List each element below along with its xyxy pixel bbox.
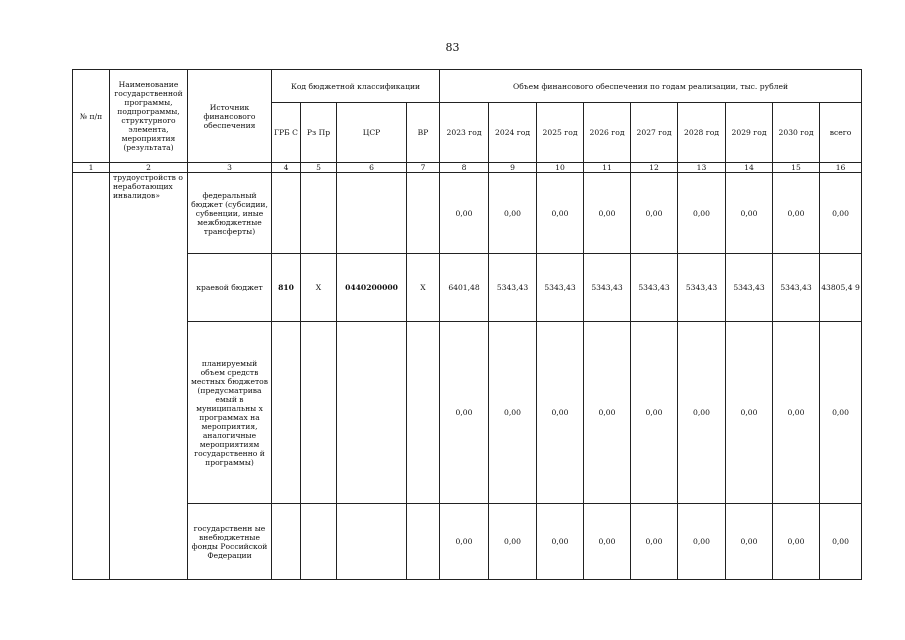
csr-cell <box>337 173 407 254</box>
source-cell: краевой бюджет <box>188 254 272 322</box>
value-cell: 0,00 <box>678 173 726 254</box>
value-cell: 0,00 <box>820 322 862 504</box>
header-year-2028: 2028 год <box>678 103 726 163</box>
col-number: 10 <box>537 163 584 173</box>
value-cell: 0,00 <box>773 173 820 254</box>
header-year-2026: 2026 год <box>584 103 631 163</box>
header-year-2024: 2024 год <box>489 103 537 163</box>
rzpr-cell <box>301 173 337 254</box>
col-number: 6 <box>337 163 407 173</box>
value-cell: 0,00 <box>631 173 678 254</box>
source-cell: планируемый объем средств местных бюджетов (предусматрива емый в муниципальны х программах на мероприятия, аналогичные мероприятиям государственно й программы) <box>188 322 272 504</box>
value-cell: 0,00 <box>820 504 862 580</box>
value-cell: 5343,43 <box>631 254 678 322</box>
value-cell: 0,00 <box>440 173 489 254</box>
value-cell: 0,00 <box>773 504 820 580</box>
col-number: 8 <box>440 163 489 173</box>
value-cell: 0,00 <box>678 322 726 504</box>
header-year-2025: 2025 год <box>537 103 584 163</box>
table-row <box>73 173 862 254</box>
col-number: 3 <box>188 163 272 173</box>
col-number: 5 <box>301 163 337 173</box>
value-cell: 0,00 <box>678 504 726 580</box>
value-cell: 0,00 <box>726 322 773 504</box>
col-number: 14 <box>726 163 773 173</box>
rzpr-cell <box>301 504 337 580</box>
value-cell: 0,00 <box>584 173 631 254</box>
value-cell: 0,00 <box>537 173 584 254</box>
value-cell: 6401,48 <box>440 254 489 322</box>
csr-cell <box>337 322 407 504</box>
source-cell: государственн ые внебюджетные фонды Российской Федерации <box>188 504 272 580</box>
vr-cell <box>407 322 440 504</box>
header-rzpr: Рз Пр <box>301 103 337 163</box>
row-num-cell <box>73 173 110 580</box>
vr-cell <box>407 504 440 580</box>
value-cell: 5343,43 <box>726 254 773 322</box>
csr-cell <box>337 504 407 580</box>
value-cell: 0,00 <box>584 504 631 580</box>
col-number: 16 <box>820 163 862 173</box>
rzpr-cell <box>301 322 337 504</box>
header-budget-code: Код бюджетной классификации <box>272 70 440 103</box>
header-year-2027: 2027 год <box>631 103 678 163</box>
header-total: всего <box>820 103 862 163</box>
value-cell: 5343,43 <box>489 254 537 322</box>
value-cell: 0,00 <box>489 173 537 254</box>
header-year-2030: 2030 год <box>773 103 820 163</box>
value-cell: 5343,43 <box>537 254 584 322</box>
source-cell: федеральный бюджет (субсидии, субвенции, иные межбюджетные трансферты) <box>188 173 272 254</box>
header-source: Источник финансового обеспечения <box>188 70 272 163</box>
budget-table <box>72 69 862 580</box>
value-cell: 5343,43 <box>773 254 820 322</box>
column-number-row <box>73 163 862 173</box>
header-name: Наименование государственной программы, подпрограммы, структурного элемента, мероприятия (результата) <box>110 70 188 163</box>
value-cell: 5343,43 <box>678 254 726 322</box>
value-cell: 43805,4 9 <box>820 254 862 322</box>
value-cell: 0,00 <box>489 322 537 504</box>
col-number: 15 <box>773 163 820 173</box>
value-cell: 0,00 <box>726 504 773 580</box>
col-number: 11 <box>584 163 631 173</box>
value-cell: 0,00 <box>726 173 773 254</box>
grbs-cell <box>272 504 301 580</box>
header-row-top <box>73 70 862 103</box>
value-cell: 0,00 <box>440 504 489 580</box>
header-vr: ВР <box>407 103 440 163</box>
csr-cell: 0440200000 <box>337 254 407 322</box>
col-number: 9 <box>489 163 537 173</box>
table-row <box>73 254 862 322</box>
value-cell: 0,00 <box>820 173 862 254</box>
header-financing: Объем финансового обеспечения по годам реализации, тыс. рублей <box>440 70 862 103</box>
vr-cell <box>407 173 440 254</box>
grbs-cell <box>272 322 301 504</box>
value-cell: 0,00 <box>631 322 678 504</box>
col-number: 4 <box>272 163 301 173</box>
header-num: № п/п <box>73 70 110 163</box>
col-number: 12 <box>631 163 678 173</box>
value-cell: 0,00 <box>440 322 489 504</box>
col-number: 7 <box>407 163 440 173</box>
value-cell: 0,00 <box>537 322 584 504</box>
grbs-cell <box>272 173 301 254</box>
col-number: 2 <box>110 163 188 173</box>
value-cell: 0,00 <box>537 504 584 580</box>
header-csr: ЦСР <box>337 103 407 163</box>
value-cell: 5343,43 <box>584 254 631 322</box>
header-year-2023: 2023 год <box>440 103 489 163</box>
value-cell: 0,00 <box>489 504 537 580</box>
page-number: 83 <box>445 41 460 54</box>
header-year-2029: 2029 год <box>726 103 773 163</box>
header-grbs: ГРБ С <box>272 103 301 163</box>
table-row <box>73 322 862 504</box>
col-number: 13 <box>678 163 726 173</box>
item-name: трудоустройств о неработающих инвалидов» <box>110 173 188 580</box>
value-cell: 0,00 <box>584 322 631 504</box>
rzpr-cell: Х <box>301 254 337 322</box>
value-cell: 0,00 <box>773 322 820 504</box>
grbs-cell: 810 <box>272 254 301 322</box>
vr-cell: Х <box>407 254 440 322</box>
value-cell: 0,00 <box>631 504 678 580</box>
col-number: 1 <box>73 163 110 173</box>
table-row <box>73 504 862 580</box>
